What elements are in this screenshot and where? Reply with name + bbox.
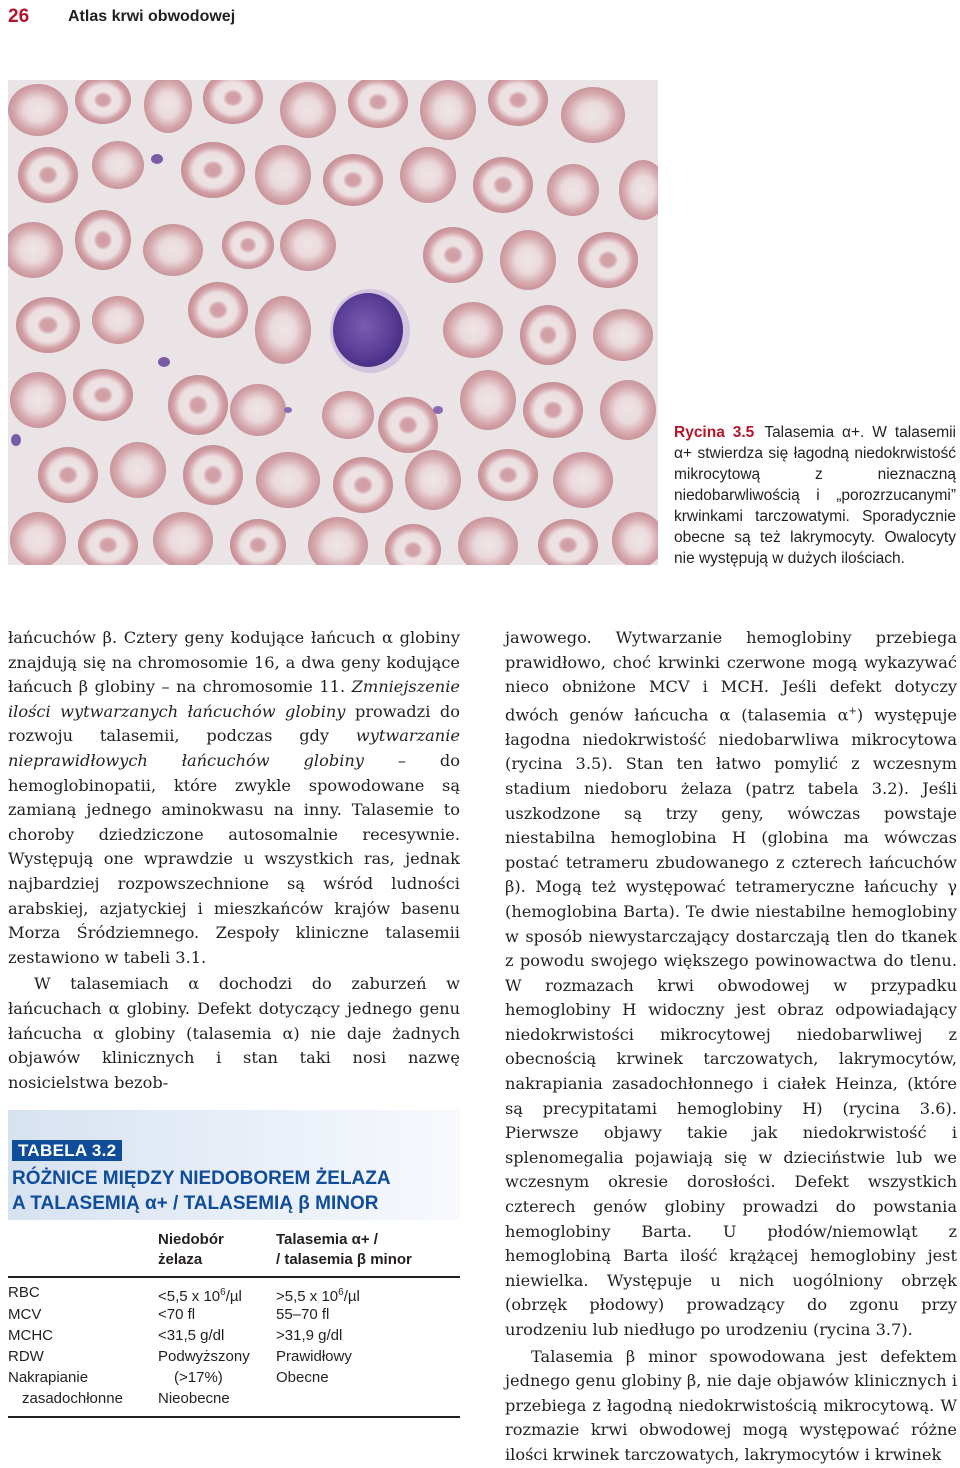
platelet: [11, 434, 21, 446]
red-blood-cell: [8, 84, 68, 136]
cell-text: /µl: [343, 1288, 360, 1305]
red-blood-cell: [322, 391, 374, 439]
cell-thalassemia: Obecne: [276, 1369, 329, 1386]
left-paragraph-2: W talasemiach α dochodzi do zaburzeń w łańcuchach α globiny. Defekt dotyczący jednego genu łańcucha α globiny (talasemia α) nie daje żadnych objawów klinicznych i stan taki nosi nazwę nosicielstwa bezob-: [8, 974, 460, 1092]
target-cell: [168, 375, 228, 435]
table-row: [8, 1367, 460, 1388]
table-row: [8, 1325, 460, 1346]
column-header-iron-deficiency: [158, 1230, 268, 1270]
row-parameter: MCV: [8, 1306, 42, 1323]
header-line: Niedobór: [158, 1231, 224, 1248]
header-line: / talasemia β minor: [276, 1251, 412, 1268]
running-title: Atlas krwi obwodowej: [68, 8, 236, 25]
table-rule: [8, 1276, 460, 1278]
cell-thalassemia: Prawidłowy: [276, 1348, 352, 1365]
row-parameter: MCHC: [8, 1327, 53, 1344]
superscript: 6: [338, 1287, 344, 1298]
figure-label: Rycina 3.5: [674, 424, 755, 441]
right-paragraph-1: [505, 626, 957, 1343]
red-blood-cell: [561, 87, 625, 143]
red-blood-cell: [420, 80, 476, 140]
italic-run: Zmniejszenie ilości wytwarzanych łańcuchów globiny: [8, 677, 460, 721]
platelet: [284, 407, 292, 413]
cell-text: >5,5 x 10: [276, 1288, 339, 1305]
target-cell: [423, 227, 483, 283]
red-blood-cell: [10, 372, 66, 428]
table-row: [8, 1388, 460, 1409]
target-cell: [181, 142, 245, 198]
red-blood-cell: [256, 452, 320, 508]
target-cell: [578, 232, 638, 288]
row-parameter: Nakrapianie: [8, 1369, 89, 1386]
table-3-2: [8, 1110, 460, 1420]
platelet: [433, 406, 443, 414]
cell-text: <5,5 x 10: [158, 1288, 221, 1305]
right-paragraph-2: Talasemia β minor spowodowana jest defektem jednego genu globiny β, nie daje objawów klinicznych i przebiega z łagodną niedokrwistością mikrocytową. W rozmazie krwi obwodowej mogą występować różne ilości krwinek tarczowatych, lakrymocytów i krwinek: [505, 1346, 957, 1464]
red-blood-cell: [230, 384, 286, 436]
target-cell: [523, 382, 583, 438]
table-title-line: A TALASEMIĄ α+ / TALASEMIĄ β MINOR: [12, 1193, 379, 1214]
figure-caption-text: Talasemia α+. W talasemii α+ stwierdza się łagodną niedokrwistość mikrocytową z nieznaczną niedobarwliwością i „porozrzucanymi” krwinkami tarczowatymi. Sporadycznie obecne są też lakrymocyty. Owalocyty nie występują w dużych ilościach.: [674, 424, 956, 567]
table-title-line: RÓŻNICE MIĘDZY NIEDOBOREM ŻELAZA: [12, 1168, 391, 1189]
target-cell: [73, 369, 133, 421]
target-cell: [520, 305, 576, 365]
red-blood-cell: [400, 147, 456, 203]
red-blood-cell: [553, 452, 613, 508]
cell-thalassemia: >31,9 g/dl: [276, 1327, 343, 1344]
blood-smear-micrograph: [8, 80, 658, 565]
table-label: TABELA 3.2: [12, 1140, 122, 1161]
italic-run: wytwarzanie nieprawidłowych łańcuchów globiny: [8, 726, 460, 770]
red-blood-cell: [500, 230, 556, 290]
superscript: +: [848, 705, 857, 717]
left-text-column: [8, 626, 460, 1095]
red-blood-cell: [405, 450, 461, 510]
red-blood-cell: [443, 302, 503, 358]
cell-iron: (>17%): [174, 1369, 223, 1386]
target-cell: [323, 154, 383, 206]
target-cell: [16, 297, 80, 353]
figure-caption: [674, 422, 956, 569]
page-header: [0, 0, 960, 36]
table-title: [12, 1166, 452, 1216]
left-paragraph-1: [8, 626, 460, 970]
target-cell: [188, 282, 248, 338]
cell-iron: <70 fl: [158, 1306, 196, 1323]
target-cell: [183, 445, 243, 505]
header-line: Talasemia α+ /: [276, 1231, 378, 1248]
red-blood-cell: [255, 145, 311, 205]
text-run: łańcuchów β. Cztery geny kodujące łańcuch α globiny znajdują się na chromosomie 16, a dwa geny kodujące łańcuch β globiny – na chromosomie 11.: [8, 628, 460, 697]
row-parameter: RBC: [8, 1284, 40, 1301]
text-run: ) występuje łagodna niedokrwistość niedobarwliwa mikrocytowa (rycina 3.5). Stan ten łatwo pomylić z wczesnym stadium niedoboru żelaza (patrz tabela 3.2). Jeśli uszkodzone są trzy geny, wówczas powstaje niestabilna hemoglobina H (globina ma wówczas postać tetrameru zbudowanego z czterech łańcuchów β). Mogą też występować tetrameryczne łańcuchy γ (hemoglobina Barta). Te dwie niestabilne hemoglobiny w sposób niewystarczający dostarczają tlen do tkanek z powodu swojego większego powinowactwa do tlenu. W rozmazach krwi obwodowej w przypadku hemoglobiny H widoczny jest obraz odpowiadający niedokrwistości mikrocytowej niedobarwliwej z obecnością krwinek tarczowatych, lakrymocytów, nakrapiania zasadochłonnego i ciałek Heinza, (które są precypitatami hemoglobiny H) (rycina 3.6). Pierwsze objawy takie jak niedokrwistość i splenomegalia pojawiają się w dzieciństwie lub we wczesnym okresie dorosłości. Defekt wszystkich czterech genów globiny prowadzi do powstania hemoglobiny Barta. U płodów/niemowląt z hemoglobiną Barta ilość krążącej hemoglobiny jest niewielka. Występuje u nich uogólniony obrzęk (obrzęk płodowy) prowadzący do zgonu przy urodzeniu lub niedługo po urodzeniu (rycina 3.7).: [505, 705, 957, 1340]
column-header-thalassemia: [276, 1230, 460, 1270]
target-cell: [473, 157, 533, 213]
target-cell: [378, 397, 438, 453]
right-text-column: [505, 626, 957, 1468]
red-blood-cell: [110, 442, 166, 498]
target-cell: [222, 221, 274, 269]
target-cell: [478, 449, 538, 501]
red-blood-cell: [92, 296, 144, 344]
target-cell: [75, 210, 131, 270]
red-blood-cell: [600, 380, 656, 440]
page-number: 26: [8, 6, 30, 27]
red-blood-cell: [255, 296, 311, 364]
table-rule: [8, 1416, 460, 1418]
cell-thalassemia: 55–70 fl: [276, 1306, 330, 1323]
red-blood-cell: [460, 370, 516, 430]
red-blood-cell: [593, 309, 653, 361]
text-run: jawowego. Wytwarzanie hemoglobiny przebiega prawidłowo, choć krwinki czerwone mogą wykazywać nieco obniżone MCV i MCH. Jeśli defekt dotyczy dwóch genów łańcucha α (talasemia α: [505, 628, 957, 725]
superscript: 6: [220, 1287, 226, 1298]
table-row: [8, 1304, 460, 1325]
red-blood-cell: [92, 141, 144, 189]
cell-iron: Podwyższony: [158, 1348, 250, 1365]
lymphocyte-nucleus: [333, 293, 403, 367]
target-cell: [18, 147, 78, 203]
cell-text: /µl: [225, 1288, 242, 1305]
platelet: [151, 154, 163, 164]
table-row: [8, 1346, 460, 1367]
red-blood-cell: [143, 224, 203, 276]
table-row: [8, 1282, 460, 1303]
text-run: prowadzi do rozwoju talasemii, podczas gdy: [8, 701, 460, 746]
target-cell: [333, 457, 393, 513]
platelet: [158, 357, 170, 367]
target-cell: [38, 447, 98, 503]
red-blood-cell: [280, 219, 336, 271]
text-run: – do hemoglobinopatii, które zwykle spowodowane są zamianą jednego aminokwasu na inny. Talasemie to choroby dziedziczone autosomalnie recesywnie. Występują one wprawdzie u wszystkich ras, jednak najbardziej rozpowszechnione są wśród ludności arabskiej, azjatyckiej i mieszkańców krajów basenu Morza Śródziemnego. Zespoły kliniczne talasemii zestawiono w tabeli 3.1.: [8, 750, 460, 967]
header-line: żelaza: [158, 1251, 203, 1268]
red-blood-cell: [280, 82, 336, 138]
cell-iron: Nieobecne: [158, 1390, 230, 1407]
row-parameter: RDW: [8, 1348, 44, 1365]
blood-smear-image: [8, 80, 658, 565]
red-blood-cell: [547, 164, 599, 216]
cell-iron: <31,5 g/dl: [158, 1327, 225, 1344]
row-parameter: zasadochłonne: [22, 1390, 123, 1407]
